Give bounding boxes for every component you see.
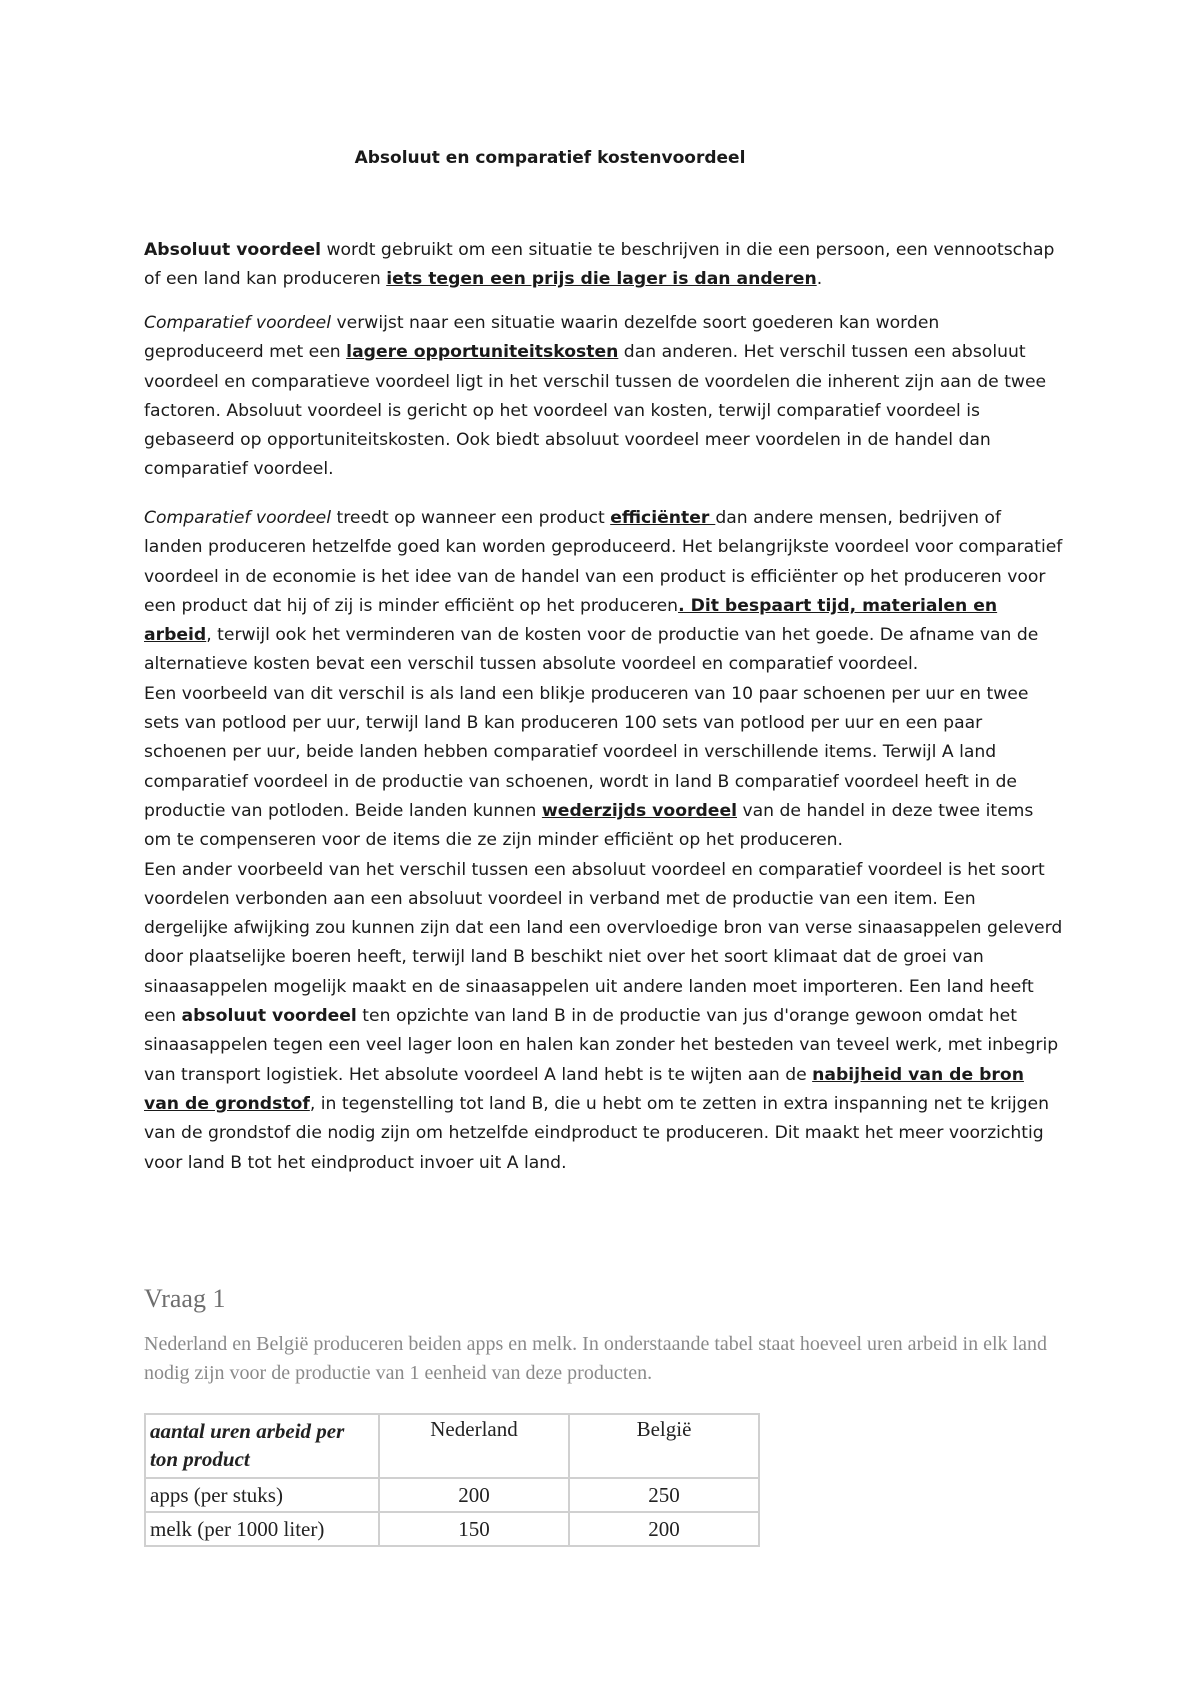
table-header-cell: België — [569, 1414, 759, 1478]
table-header-cell: Nederland — [379, 1414, 569, 1478]
table-cell: melk (per 1000 liter) — [145, 1512, 379, 1546]
table-cell: 150 — [379, 1512, 569, 1546]
text-segment: dan anderen. Het verschil tussen een absoluut voordeel en comparatieve voordeel ligt in het verschil tussen de voordelen die inherent zijn aan de twee factoren. Absoluut voordeel is gericht op het voordeel van kosten, terwijl comparatief voordeel is gebaseerd op opportuniteitskosten. Ook biedt absoluut voordeel meer voordelen in de handel dan comparatief voordeel. — [144, 342, 1047, 480]
paragraph-comparative-advantage — [144, 309, 1064, 497]
text-segment: , in tegenstelling tot land B, die u hebt om te zetten in extra inspanning net te krijgen van de grondstof die nodig zijn om hetzelfde eindproduct te produceren. Dit maakt het meer voorzichtig voor land B tot het eindproduct invoer uit A land. — [144, 1093, 1050, 1173]
text-segment: Een voorbeeld van dit verschil is als land een blikje produceren van 10 paar schoenen per uur en twee sets van potlood per uur, terwijl land B kan produceren 100 sets van potlood per uur en een paar schoenen per uur, beide landen hebben comparatief voordeel in verschillende items. Terwijl A land comparatief voordeel in de productie van schoenen, wordt in land B comparatief voordeel heeft in de productie van potloden. Beide landen kunnen — [144, 683, 1029, 821]
table-header-row — [145, 1414, 759, 1478]
term-comparative-advantage: Comparatief voordeel — [144, 313, 332, 333]
underlined-phrase: efficiënter — [610, 508, 716, 528]
question-heading: Vraag 1 — [144, 1284, 226, 1313]
underlined-phrase: . Dit bespaart tijd, materialen en arbeid — [144, 595, 998, 646]
text-segment: . — [816, 269, 823, 290]
table-row — [145, 1478, 759, 1512]
text-segment: wordt gebruikt om een situatie te beschrijven in die een persoon, een vennootschap of een land kan produceren — [144, 240, 1055, 290]
table-cell: 200 — [569, 1512, 759, 1546]
labor-hours-table — [144, 1413, 760, 1547]
table-cell: apps (per stuks) — [145, 1478, 379, 1512]
underlined-phrase: nabijheid van de bron van de grondstof — [144, 1064, 1024, 1114]
table-cell: 250 — [569, 1478, 759, 1512]
text-segment: , terwijl ook het verminderen van de kosten voor de productie van het goede. De afname van de alternatieve kosten bevat een verschil tussen absolute voordeel en comparatief voordeel. — [144, 625, 1039, 675]
bold-phrase: absoluut voordeel — [181, 1006, 357, 1027]
underlined-phrase: wederzijds voordeel — [541, 800, 737, 821]
underlined-phrase: iets tegen een prijs die lager is dan anderen — [386, 269, 817, 290]
text-segment: Een ander voorbeeld van het verschil tussen een absoluut voordeel en comparatief voordeel is het soort voordelen verbonden aan een absoluut voordeel in verband met de productie van een item. Een dergelijke afwijking zou kunnen zijn dat een land een overvloedige bron van verse sinaasappelen geleverd door plaatselijke boeren heeft, terwijl land B beschikt niet over het soort klimaat dat de groei van sinaasappelen mogelijk maakt en de sinaasappelen uit andere landen moet importeren. Een land heeft een — [144, 859, 1063, 1027]
term-comparative-advantage: Comparatief voordeel — [144, 508, 332, 528]
table-cell: 200 — [379, 1478, 569, 1512]
text-segment: van de handel in deze twee items om te compenseren voor de items die ze zijn minder efficiënt op het produceren. — [144, 800, 1034, 851]
term-absolute-advantage: Absoluut voordeel — [144, 240, 322, 260]
paragraph-group-examples — [144, 504, 1064, 1178]
text-segment: ten opzichte van land B in de productie van jus d'orange gewoon omdat het sinaasappelen tegen een veel lager loon en halen kan zonder het besteden van teveel werk, met inbegrip van transport logistiek. Het absolute voordeel A land hebt is te wijten aan de — [144, 1006, 1059, 1085]
question-text: Nederland en België produceren beiden apps en melk. In onderstaande tabel staat hoeveel uren arbeid in elk land nodig zijn voor de productie van 1 eenheid van deze producten. — [144, 1333, 1047, 1384]
paragraph-absolute-advantage — [144, 236, 1064, 295]
text-segment: dan andere mensen, bedrijven of landen produceren hetzelfde goed kan worden geproduceerd. Het belangrijkste voordeel voor comparatief voordeel in de economie is het idee van de handel van een product is efficiënter op het produceren voor een product dat hij of zij is minder efficiënt op het produceren — [144, 508, 1063, 616]
table-header-cell: aantal uren arbeid per ton product — [145, 1414, 379, 1478]
document-title: Absoluut en comparatief kostenvoordeel — [354, 148, 746, 168]
text-segment: verwijst naar een situatie waarin dezelfde soort goederen kan worden geproduceerd met een — [144, 313, 940, 363]
text-segment: treedt op wanneer een product — [331, 508, 611, 528]
table-row — [145, 1512, 759, 1546]
underlined-phrase: lagere opportuniteitskosten — [346, 342, 619, 363]
